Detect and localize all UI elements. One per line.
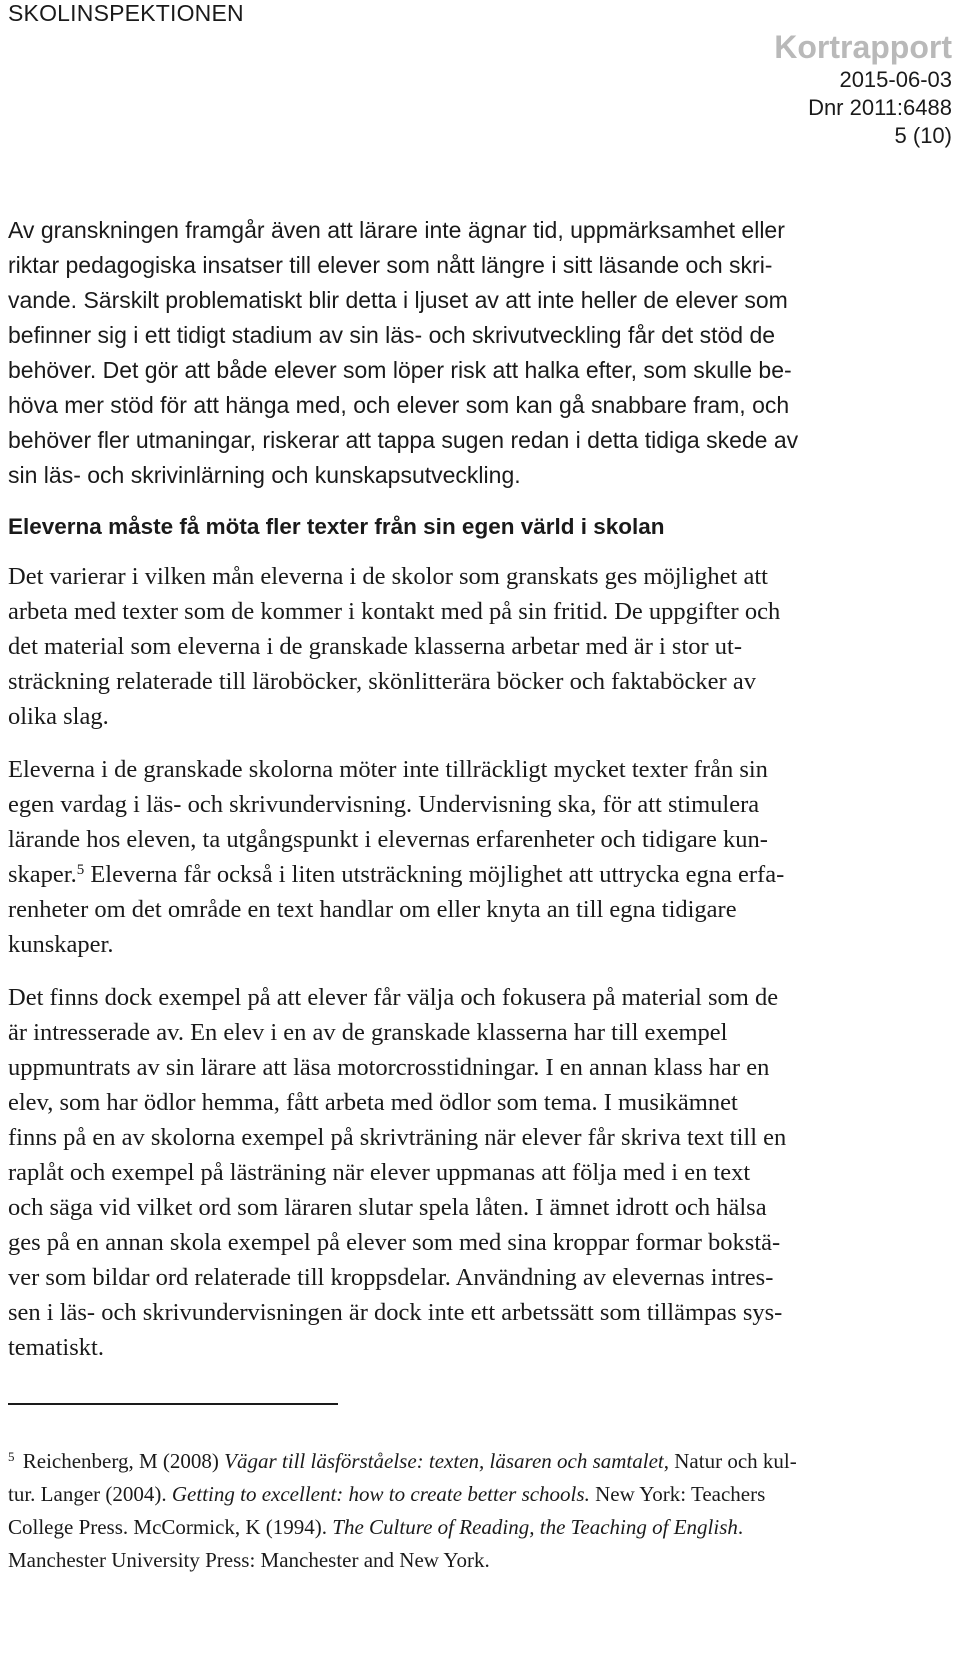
text-line: vande. Särskilt problematiskt blir detta i ljuset av att inte heller de elever som <box>8 287 788 313</box>
text-line: och säga vid vilket ord som läraren slutar spela låten. I ämnet idrott och hälsa <box>8 1194 767 1221</box>
footnote-reference[interactable]: 5 <box>76 862 85 878</box>
footnote <box>8 1440 953 1577</box>
text-line: ges på en annan skola exempel på elever som med sina kroppar formar bokstä- <box>8 1229 781 1256</box>
footnote-line <box>8 1478 953 1511</box>
text-line: tematiskt. <box>8 1334 104 1361</box>
book-title: Vägar till läsförståelse: texten, läsaren och samtalet <box>224 1449 664 1473</box>
text-line: finns på en av skolorna exempel på skrivträning när elever får skriva text till en <box>8 1124 787 1151</box>
text-fragment: tur. Langer (2004). <box>8 1482 172 1506</box>
report-header <box>774 28 952 150</box>
text-line: elev, som har ödlor hemma, fått arbeta med ödlor som tema. I musikämnet <box>8 1089 738 1116</box>
text-line: Eleverna i de granskade skolorna möter inte tillräckligt mycket texter från sin <box>8 756 768 783</box>
text-line: arbeta med texter som de kommer i kontakt med på sin fritid. De uppgifter och <box>8 598 781 625</box>
text-line: egen vardag i läs- och skrivundervisning. Undervisning ska, för att stimulera <box>8 791 760 818</box>
text-fragment: New York: Teachers <box>589 1482 766 1506</box>
text-line: behöver. Det gör att både elever som löper risk att halka efter, som skulle be- <box>8 357 792 383</box>
section-heading: Eleverna måste få möta fler texter från sin egen värld i skolan <box>8 514 665 539</box>
text-line: är intresserade av. En elev i en av de granskade klasserna har till exempel <box>8 1019 728 1046</box>
text-fragment: skaper. <box>8 861 77 888</box>
paragraph-4 <box>8 980 953 1365</box>
text-line: raplåt och exempel på lästräning när elever uppmanas att följa med i en text <box>8 1159 751 1186</box>
text-line: behöver fler utmaningar, riskerar att tappa sugen redan i detta tidiga skede av <box>8 427 799 453</box>
text-fragment: Eleverna får också i liten utsträckning möjlighet att uttrycka egna erfa- <box>84 861 785 888</box>
text-line: sin läs- och skrivinlärning och kunskapsutveckling. <box>8 462 521 488</box>
text-line: Det finns dock exempel på att elever får välja och fokusera på material som de <box>8 984 779 1011</box>
page-number: 5 (10) <box>894 123 952 148</box>
text-line: sträckning relaterade till läroböcker, skönlitterära böcker och faktaböcker av <box>8 668 756 695</box>
organization-name: SKOLINSPEKTIONEN <box>8 0 244 26</box>
text-fragment: Reichenberg, M (2008) <box>17 1449 225 1473</box>
footnote-line: Manchester University Press: Manchester and New York. <box>8 1548 490 1572</box>
text-line: befinner sig i ett tidigt stadium av sin läs- och skrivutveckling får det stöd de <box>8 322 776 348</box>
text-line: Det varierar i vilken mån eleverna i de skolor som granskats ges möjlighet att <box>8 563 768 590</box>
paragraph-3 <box>8 752 953 962</box>
report-type: Kortrapport <box>774 29 952 65</box>
main-content <box>8 213 953 1365</box>
text-line: ver som bildar ord relaterade till kroppsdelar. Användning av elevernas intres- <box>8 1264 774 1291</box>
text-line: sen i läs- och skrivundervisningen är dock inte ett arbetssätt som tillämpas sys- <box>8 1299 783 1326</box>
diary-number: Dnr 2011:6488 <box>808 95 952 120</box>
footnote-separator <box>8 1403 338 1405</box>
footnote-line <box>8 1511 953 1544</box>
text-line: uppmuntrats av sin lärare att läsa motorcrosstidningar. I en annan klass har en <box>8 1054 770 1081</box>
text-line <box>8 857 953 892</box>
footnote-line <box>8 1440 953 1478</box>
book-title: The Culture of Reading, the Teaching of English <box>332 1515 738 1539</box>
text-line: olika slag. <box>8 703 109 730</box>
footnote-marker: 5 <box>8 1449 15 1464</box>
text-line: Av granskningen framgår även att lärare inte ägnar tid, uppmärksamhet eller <box>8 217 785 243</box>
text-line: lärande hos eleven, ta utgångspunkt i elevernas erfarenheter och tidigare kun- <box>8 826 768 853</box>
report-date: 2015-06-03 <box>839 67 952 92</box>
book-title: Getting to excellent: how to create better schools. <box>171 1482 590 1506</box>
text-fragment: . <box>737 1515 744 1539</box>
text-fragment: , Natur och kul- <box>663 1449 797 1473</box>
text-line: riktar pedagogiska insatser till elever som nått längre i sitt läsande och skri- <box>8 252 773 278</box>
text-line: kunskaper. <box>8 931 114 958</box>
text-line: det material som eleverna i de granskade klasserna arbetar med är i stor ut- <box>8 633 743 660</box>
paragraph-2 <box>8 559 953 734</box>
text-line: renheter om det område en text handlar om eller knyta an till egna tidigare <box>8 896 737 923</box>
text-line: höva mer stöd för att hänga med, och elever som kan gå snabbare fram, och <box>8 392 790 418</box>
paragraph-1 <box>8 213 953 493</box>
text-fragment: College Press. McCormick, K (1994). <box>8 1515 333 1539</box>
